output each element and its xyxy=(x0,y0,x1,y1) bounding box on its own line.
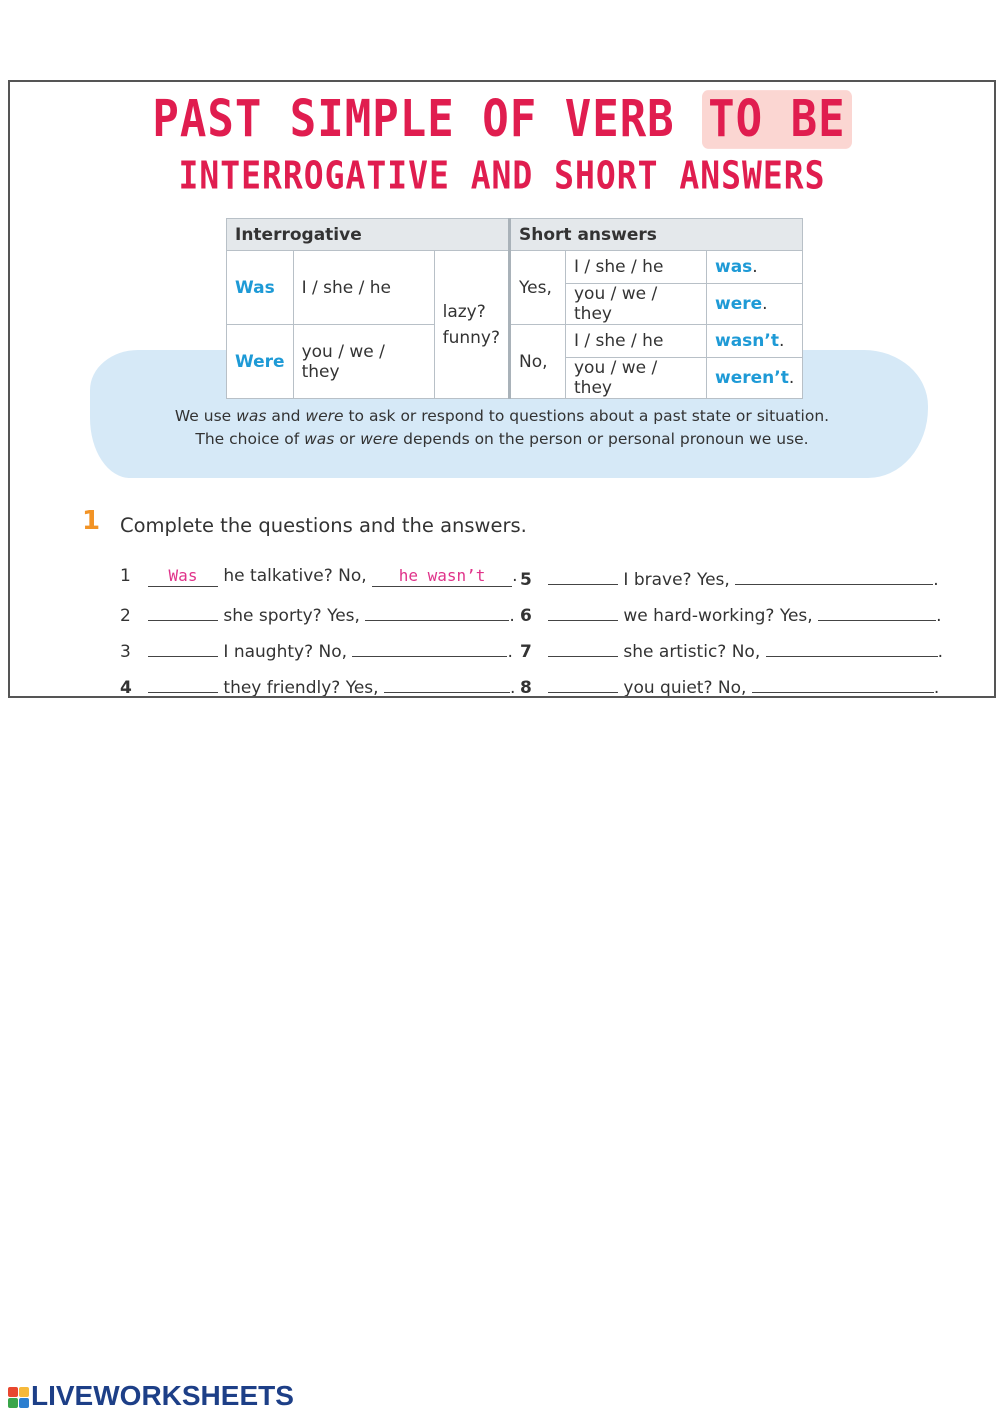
question-item xyxy=(120,566,517,587)
note-text: was xyxy=(236,407,267,425)
cell-was: Was xyxy=(227,251,294,325)
note-text: were xyxy=(360,430,399,448)
cell-adjectives xyxy=(434,251,509,399)
question-item xyxy=(520,566,939,590)
cell-yes-pron-plural: you / we / they xyxy=(566,284,707,325)
period: . xyxy=(933,678,940,698)
worksheet-subtitle: INTERROGATIVE AND SHORT ANSWERS xyxy=(178,153,826,198)
dot: . xyxy=(788,368,795,388)
ans-wasnt-text: wasn’t xyxy=(715,331,779,351)
period: . xyxy=(512,566,518,586)
answer-blank-1[interactable] xyxy=(148,674,218,693)
title-highlight-text: TO BE xyxy=(702,90,851,149)
question-number: 5 xyxy=(520,570,532,590)
answer-blank-2[interactable]: he wasn’t xyxy=(372,568,512,587)
dot: . xyxy=(778,331,785,351)
exercise-instruction: Complete the questions and the answers. xyxy=(120,514,527,537)
answer-blank-1[interactable] xyxy=(548,566,618,585)
question-number: 6 xyxy=(520,606,532,626)
question-text: you quiet? No, xyxy=(623,678,747,698)
header-short-answers: Short answers xyxy=(510,219,803,251)
question-text: I naughty? No, xyxy=(223,642,348,662)
cell-ans-wasnt xyxy=(707,325,803,358)
cell-ans-werent xyxy=(707,358,803,399)
question-item xyxy=(120,602,515,626)
ans-was-text: was xyxy=(715,257,753,277)
ans-were-text: were xyxy=(715,294,763,314)
grammar-table xyxy=(226,218,803,399)
note-line-2 xyxy=(10,430,994,448)
adjectives-text: lazy? funny? xyxy=(442,301,500,348)
note-text: We use xyxy=(174,407,237,425)
answer-blank-1[interactable] xyxy=(548,638,618,657)
question-text: they friendly? Yes, xyxy=(223,678,379,698)
cell-no-pron-plural: you / we / they xyxy=(566,358,707,399)
logo-square xyxy=(8,1387,18,1397)
answer-blank-1[interactable] xyxy=(148,602,218,621)
cell-no-pron-singular: I / she / he xyxy=(566,325,707,358)
question-number: 4 xyxy=(120,678,132,698)
cell-ans-was xyxy=(707,251,803,284)
ans-werent-text: weren’t xyxy=(715,368,789,388)
dot: . xyxy=(762,294,768,314)
question-number: 3 xyxy=(120,642,131,662)
question-text: I brave? Yes, xyxy=(623,570,730,590)
dot: . xyxy=(752,257,758,277)
cell-ans-were xyxy=(707,284,803,325)
question-item xyxy=(520,602,942,626)
period: . xyxy=(937,642,944,662)
question-text: he talkative? No, xyxy=(223,566,367,586)
answer-blank-2[interactable] xyxy=(365,602,509,621)
question-item xyxy=(120,674,515,698)
question-number: 7 xyxy=(520,642,532,662)
answer-blank-2[interactable] xyxy=(735,566,933,585)
cell-pronoun-plural: you / we / they xyxy=(293,325,434,399)
liveworksheets-logo[interactable] xyxy=(8,1380,294,1412)
note-text: The choice of xyxy=(195,430,305,448)
worksheet-title xyxy=(10,90,994,149)
question-number: 2 xyxy=(120,606,131,626)
logo-square xyxy=(19,1398,29,1408)
exercise-number: 1 xyxy=(82,506,101,536)
question-item xyxy=(520,674,939,698)
note-line-1 xyxy=(10,407,994,425)
cell-pronoun-singular: I / she / he xyxy=(293,251,434,325)
cell-yes: Yes, xyxy=(510,251,566,325)
question-item xyxy=(520,638,943,662)
question-text: she artistic? No, xyxy=(623,642,761,662)
period: . xyxy=(936,606,942,626)
period: . xyxy=(509,678,516,698)
cell-yes-pron-singular: I / she / he xyxy=(566,251,707,284)
question-item xyxy=(120,638,513,662)
answer-blank-2[interactable] xyxy=(352,638,507,657)
worksheet-image xyxy=(8,80,996,698)
note-text: were xyxy=(305,407,344,425)
logo-square xyxy=(19,1387,29,1397)
answer-blank-1[interactable] xyxy=(148,638,218,657)
note-text: to ask or respond to questions about a past state or situation. xyxy=(343,407,830,425)
question-number: 1 xyxy=(120,566,131,586)
note-text: was xyxy=(304,430,335,448)
cell-no: No, xyxy=(510,325,566,399)
answer-blank-1[interactable]: Was xyxy=(148,568,218,587)
header-interrogative: Interrogative xyxy=(227,219,510,251)
answer-blank-2[interactable] xyxy=(818,602,936,621)
answer-blank-2[interactable] xyxy=(384,674,510,693)
logo-square xyxy=(8,1398,18,1408)
logo-text: LIVEWORKSHEETS xyxy=(31,1380,294,1411)
question-number: 8 xyxy=(520,678,532,698)
answer-blank-2[interactable] xyxy=(766,638,938,657)
answer-blank-1[interactable] xyxy=(548,602,618,621)
note-text: and xyxy=(266,407,306,425)
question-text: she sporty? Yes, xyxy=(223,606,360,626)
period: . xyxy=(509,606,515,626)
cell-were: Were xyxy=(227,325,294,399)
answer-blank-1[interactable] xyxy=(548,674,618,693)
note-text: or xyxy=(334,430,361,448)
title-main-text: PAST SIMPLE OF VERB xyxy=(152,90,703,149)
period: . xyxy=(507,642,513,662)
liveworksheets-logo-icon xyxy=(8,1387,29,1408)
period: . xyxy=(933,570,939,590)
note-text: depends on the person or personal pronoun we use. xyxy=(398,430,809,448)
question-text: we hard-working? Yes, xyxy=(623,606,813,626)
answer-blank-2[interactable] xyxy=(752,674,934,693)
